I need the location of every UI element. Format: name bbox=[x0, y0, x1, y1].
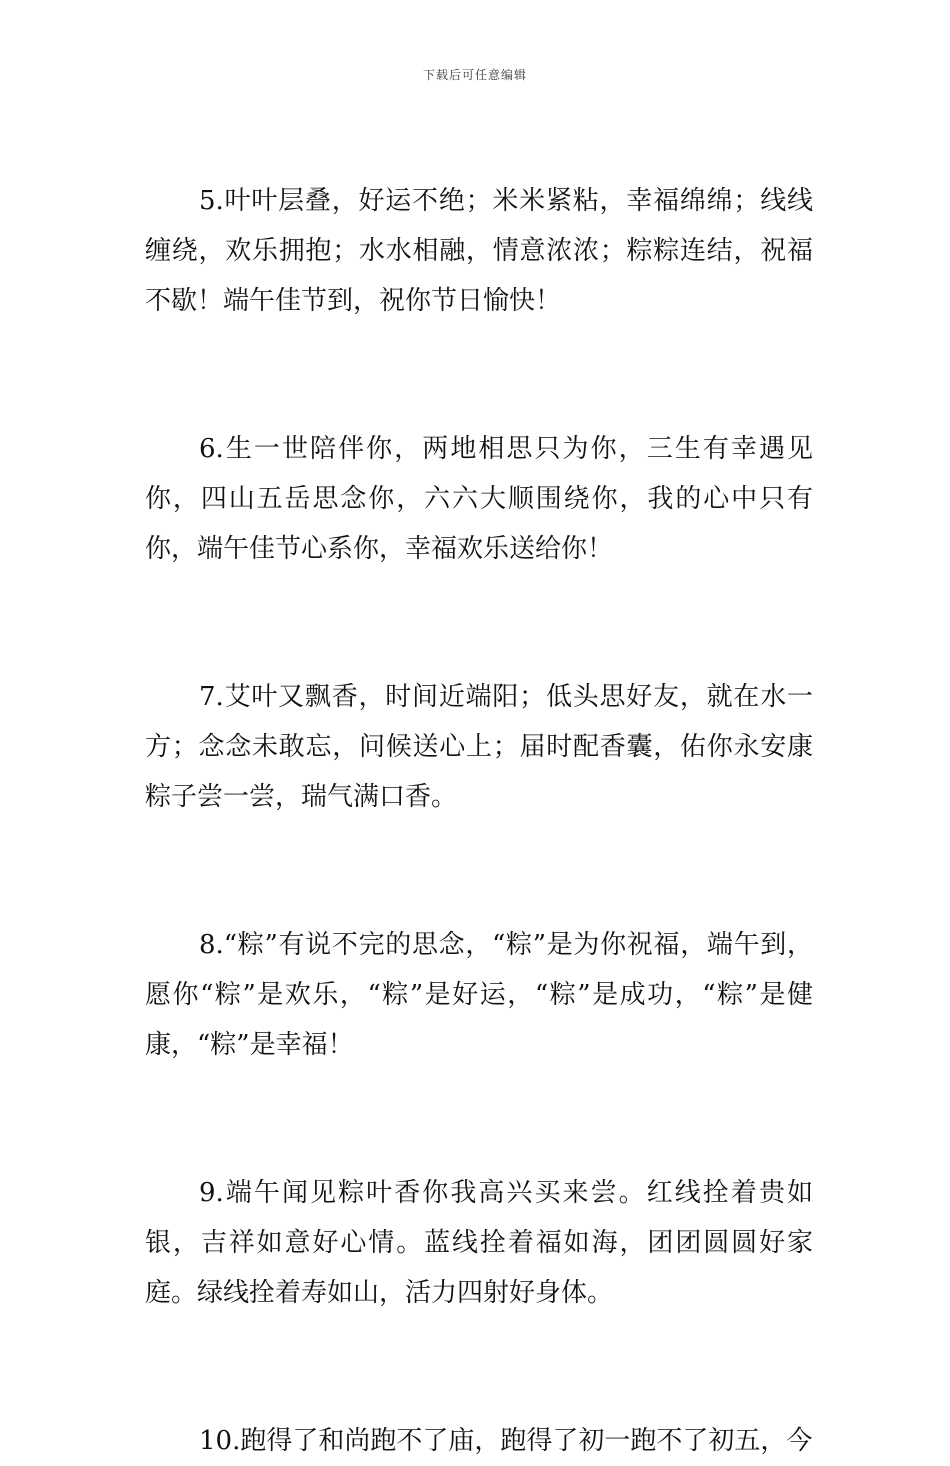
greeting-paragraph-8: 8.“粽”有说不完的思念，“粽”是为你祝福，端午到，愿你“粽”是欢乐，“粽”是好运，“粽”是成功，“粽”是健康，“粽”是幸福！ bbox=[145, 930, 813, 1060]
greeting-paragraph-9: 9.端午闻见粽叶香你我高兴买来尝。红线拴着贵如银，吉祥如意好心情。蓝线拴着福如海，团团圆圆好家庭。绿线拴着寿如山，活力四射好身体。 bbox=[145, 1178, 813, 1308]
document-body bbox=[145, 176, 813, 1466]
greeting-paragraph-10: 10.跑得了和尚跑不了庙，跑得了初一跑不了初五，今 bbox=[199, 1426, 813, 1456]
greeting-paragraph-6: 6.生一世陪伴你，两地相思只为你，三生有幸遇见你，四山五岳思念你，六六大顺围绕你，我的心中只有你，端午佳节心系你，幸福欢乐送给你！ bbox=[145, 434, 813, 564]
greeting-paragraph-5: 5.叶叶层叠，好运不绝；米米紧粘，幸福绵绵；线线缠绕，欢乐拥抱；水水相融，情意浓浓；粽粽连结，祝福不歇！端午佳节到，祝你节日愉快！ bbox=[145, 186, 813, 316]
page-header-note: 下载后可任意编辑 bbox=[422, 68, 527, 82]
greeting-paragraph-7: 7.艾叶又飘香，时间近端阳；低头思好友，就在水一方；念念未敢忘，问候送心上；届时配香囊，佑你永安康粽子尝一尝，瑞气满口香。 bbox=[145, 682, 813, 812]
